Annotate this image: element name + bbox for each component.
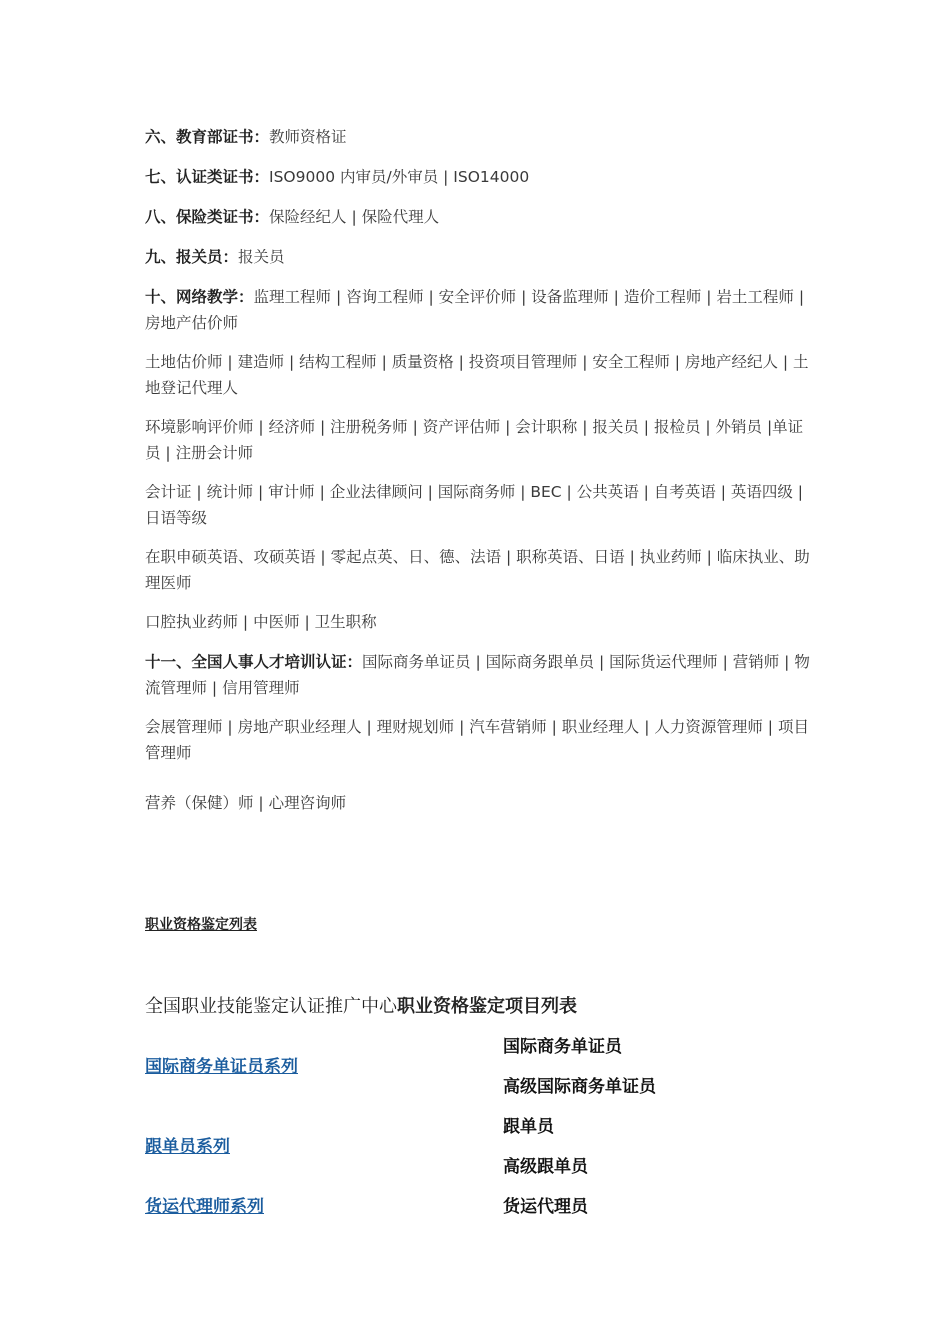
paragraph-nutrition-list [145,790,810,816]
paragraph-text: 在职申硕英语、攻硕英语 | 零起点英、日、德、法语 | 职称英语、日语 | 执业药师 | 临床执业、助理医师 [145,548,810,592]
paragraph-text: 国际商务单证员 | 国际商务跟单员 | 国际货运代理师 | 营销师 | 物流管理师 | 信用管理师 [145,653,810,697]
paragraph-label: 八、保险类证书： [145,208,270,226]
list-heading [145,992,577,1018]
paragraph-label: 十一、全国人事人才培训认证： [145,653,363,671]
paragraph-text: 监理工程师 | 咨询工程师 | 安全评价师 | 设备监理师 | 造价工程师 | 岩土工程师 | 房地产估价师 [145,288,805,332]
paragraph-text: 营养（保健）师 | 心理咨询师 [145,794,347,812]
list-item: 国际商务单证员 [503,1037,622,1057]
paragraph-language-medical-list [145,544,810,596]
section-link-qualification-list[interactable]: 职业资格鉴定列表 [145,917,257,933]
paragraph-label: 十、网络教学： [145,288,254,306]
paragraph-text: 保险经纪人 | 保险代理人 [269,208,440,226]
paragraph-text: 教师资格证 [269,128,347,146]
paragraph-management-list [145,714,810,766]
paragraph-health-list [145,609,810,635]
list-item: 高级跟单员 [503,1157,588,1177]
paragraph-text: 会展管理师 | 房地产职业经理人 | 理财规划师 | 汽车营销师 | 职业经理人 | 人力资源管理师 | 项目管理师 [145,718,809,762]
series-link-merchandiser[interactable]: 跟单员系列 [145,1137,230,1157]
paragraph-education-cert [145,124,810,150]
paragraph-text: 环境影响评价师 | 经济师 | 注册税务师 | 资产评估师 | 会计职称 | 报关员 | 报检员 | 外销员 |单证员 | 注册会计师 [145,418,804,462]
series-link-intl-business-doc[interactable]: 国际商务单证员系列 [145,1057,298,1077]
paragraph-customs [145,244,810,270]
paragraph-text: 口腔执业药师 | 中医师 | 卫生职称 [145,613,377,631]
paragraph-finance-list [145,414,810,466]
list-item: 跟单员 [503,1117,554,1137]
paragraph-certification [145,164,810,190]
paragraph-insurance [145,204,810,230]
paragraph-accounting-list [145,479,810,531]
list-heading-bold: 职业资格鉴定项目列表 [397,996,577,1017]
paragraph-text: 土地估价师 | 建造师 | 结构工程师 | 质量资格 | 投资项目管理师 | 安全工程师 | 房地产经纪人 | 土地登记代理人 [145,353,809,397]
list-heading-normal: 全国职业技能鉴定认证推广中心 [145,996,397,1017]
paragraph-text: ISO9000 内审员/外审员 | ISO14000 [269,168,530,186]
paragraph-text: 会计证 | 统计师 | 审计师 | 企业法律顾问 | 国际商务师 | BEC | 公共英语 | 自考英语 | 英语四级 | 日语等级 [145,483,804,527]
paragraph-text: 报关员 [238,248,285,266]
paragraph-engineering-list [145,349,810,401]
list-item: 高级国际商务单证员 [503,1077,656,1097]
series-link-freight-agent[interactable]: 货运代理师系列 [145,1197,264,1217]
paragraph-label: 七、认证类证书： [145,168,270,186]
paragraph-label: 九、报关员： [145,248,239,266]
paragraph-online-teaching [145,284,810,336]
list-item: 货运代理员 [503,1197,588,1217]
paragraph-label: 六、教育部证书： [145,128,270,146]
paragraph-hr-training [145,649,810,701]
